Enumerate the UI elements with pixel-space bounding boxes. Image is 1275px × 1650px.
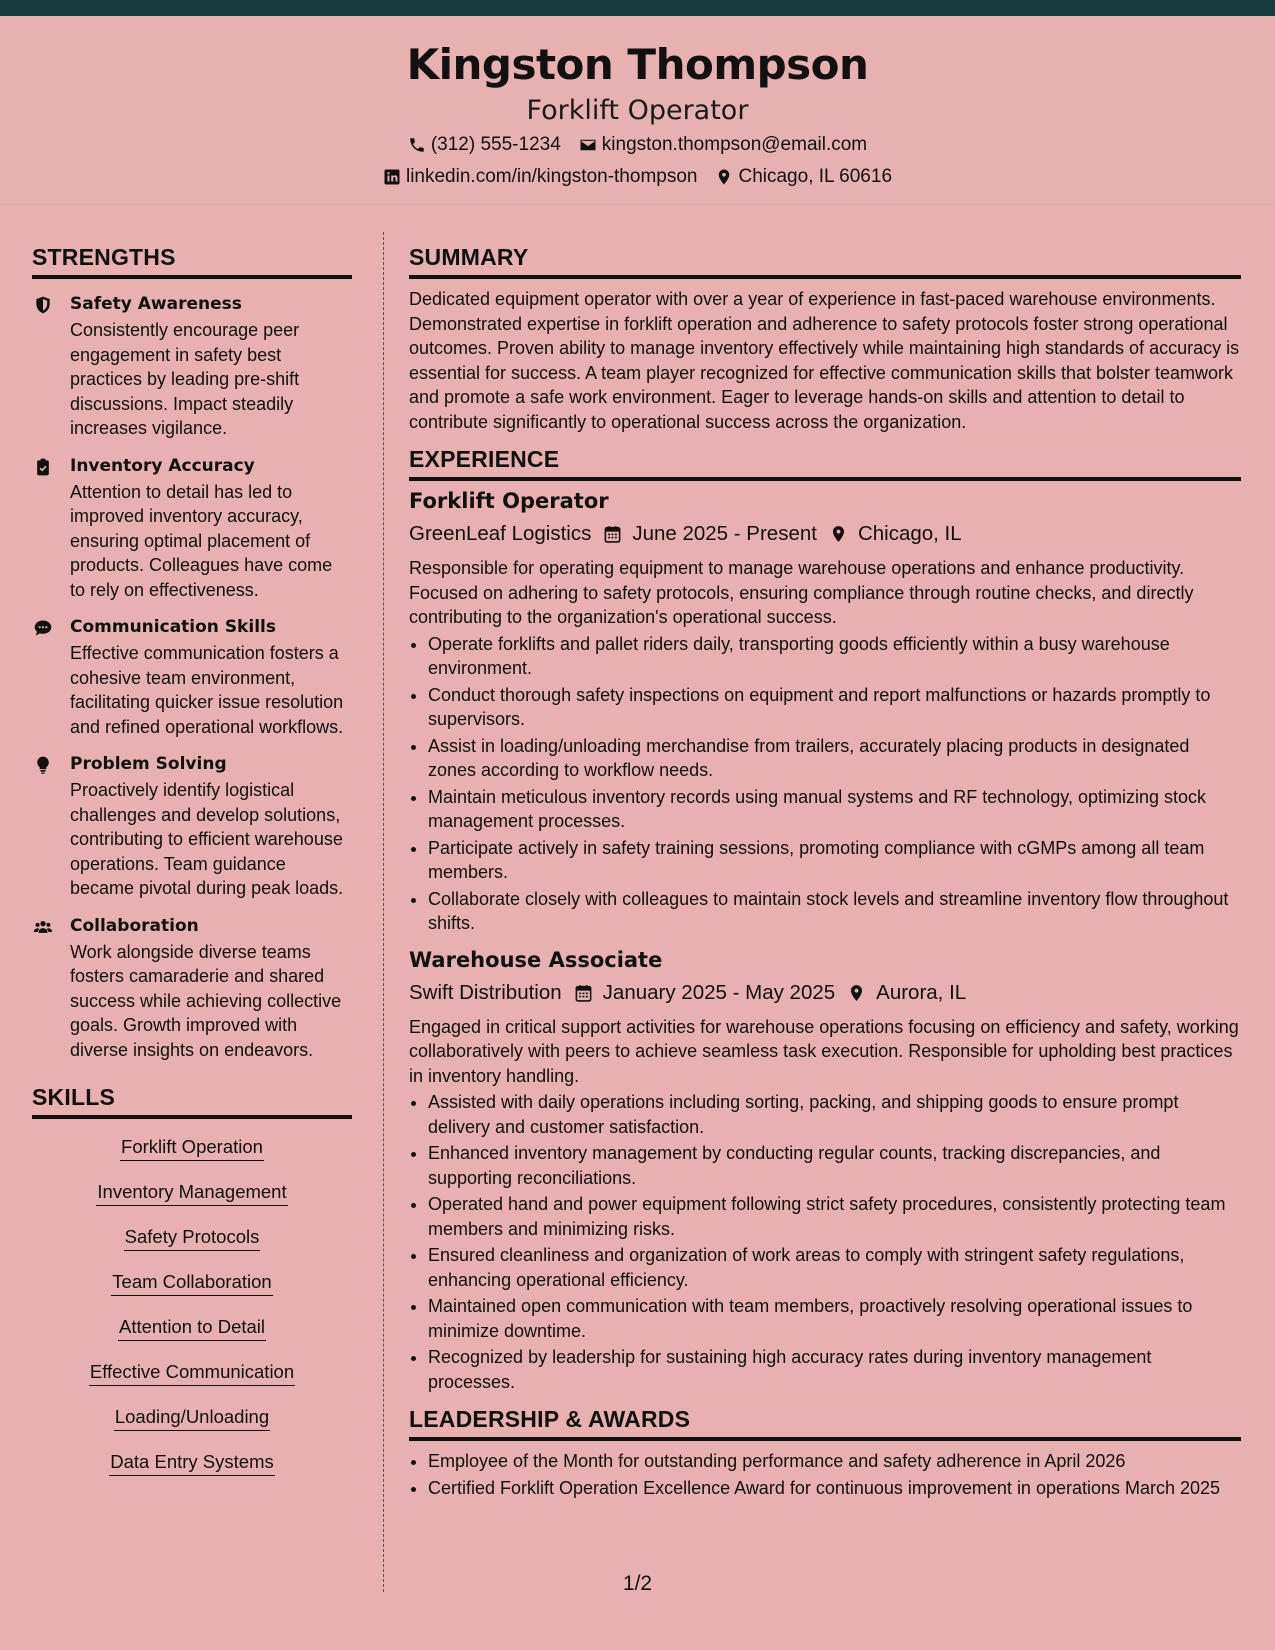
list-item: • Recognized by leadership for sustaining high accuracy rates during inventory management processes. [428,1345,1241,1394]
column-divider [383,232,384,1592]
map-pin-icon [715,168,733,186]
skill-item: Loading/Unloading [114,1405,270,1431]
map-pin-icon [829,524,848,544]
skill-item: Inventory Management [96,1180,287,1206]
strength-title: Communication Skills [70,617,276,638]
list-item: • Collaborate closely with colleagues to maintain stock levels and streamline inventory flow throughout shifts. [428,887,1241,936]
job-desc: Engaged in critical support activities for warehouse operations focusing on efficiency and safety, working collaboratively with peers to achieve seamless task execution. Responsible for upholding best practices in inventory handling. [409,1016,1239,1086]
top-bar [0,0,1275,16]
job-dates-text: June 2025 - Present [632,522,817,546]
users-icon [32,917,54,937]
resume-header [0,16,1275,205]
strength-title: Problem Solving [70,754,227,775]
lightbulb-icon [32,755,54,775]
strength-title: Safety Awareness [70,294,242,314]
skill-item: Forklift Operation [120,1135,264,1161]
location-text: Chicago, IL 60616 [738,166,893,187]
awards-list [409,1449,1241,1500]
list-item: • Employee of the Month for outstanding performance and safety adherence in April 2026 [428,1449,1241,1474]
strength-desc: Work alongside diverse teams fosters camaraderie and shared success while achieving collective goals. Growth improved with diverse insights on endeavors. [70,941,342,1060]
list-item: • Operate forklifts and pallet riders daily, transporting goods efficiently within a busy warehouse environment. [428,632,1241,681]
awards-heading: LEADERSHIP & AWARDS [409,1408,1241,1441]
contact-email[interactable] [579,134,867,156]
strength-item [32,915,352,1063]
job-bullets [409,1090,1241,1394]
list-item: • Enhanced inventory management by conducting regular counts, tracking discrepancies, and supporting reconciliations. [428,1141,1241,1190]
skill-item: Safety Protocols [124,1225,261,1251]
skill-item: Data Entry Systems [109,1450,274,1476]
contact-phone [408,134,561,156]
job-dates-text: January 2025 - May 2025 [602,980,836,1004]
job-location-text: Chicago, IL [857,522,962,546]
contact-row-secondary [0,166,1275,188]
right-column [409,246,1241,1502]
job-company: GreenLeaf Logistics [409,522,592,546]
strength-desc: Effective communication fosters a cohesive team environment, facilitating quicker issue resolution and refined operational workflows. [70,643,344,737]
page-number: 1/2 [622,1572,653,1595]
candidate-role: Forklift Operator [526,95,749,126]
skill-item: Team Collaboration [111,1270,272,1296]
list-item: • Operated hand and power equipment following strict safety procedures, consistently protecting team members and minimizing risks. [428,1192,1241,1241]
list-item: • Conduct thorough safety inspections on equipment and report malfunctions or hazards promptly to supervisors. [428,683,1241,732]
envelope-icon [579,136,597,154]
strength-item [32,753,352,901]
strengths-heading: STRENGTHS [32,246,352,279]
job-title: Forklift Operator [409,489,609,513]
skills-heading: SKILLS [32,1086,352,1119]
job-title: Warehouse Associate [409,947,663,972]
shield-icon [32,295,54,315]
list-item: • Assist in loading/unloading merchandise from trailers, accurately placing products in designated zones according to workflow needs. [428,734,1241,783]
job-dates [574,981,835,1005]
map-pin-icon [847,983,866,1003]
phone-text: (312) 555-1234 [430,134,561,155]
phone-icon [408,136,426,154]
clipboard-check-icon [32,457,54,477]
strength-title: Collaboration [70,915,199,936]
contact-row-primary [0,134,1275,156]
job-location-text: Aurora, IL [876,980,967,1004]
experience-heading: EXPERIENCE [409,448,1241,481]
list-item: • Certified Forklift Operation Excellence Award for continuous improvement in operations March 2025 [428,1476,1241,1501]
linkedin-text: linkedin.com/in/kingston-thompson [405,166,698,187]
list-item: • Ensured cleanliness and organization of work areas to comply with stringent safety regulations, enhancing operational efficiency. [428,1243,1241,1292]
strength-item [32,293,352,441]
job-location [847,981,966,1005]
job-desc: Responsible for operating equipment to manage warehouse operations and enhance productivity. Focused on adhering to safety protocols, ensuring compliance through routine checks, and directly contributing to the organization's operational success. [409,558,1194,628]
left-column [32,246,352,1495]
skill-item: Effective Communication [89,1360,295,1386]
job-meta [409,981,1241,1005]
skill-item: Attention to Detail [118,1315,266,1341]
strength-desc: Attention to detail has led to improved inventory accuracy, ensuring optimal placement of products. Colleagues have come to rely on effectiveness. [70,481,333,600]
job-meta [409,522,1241,546]
skills-list [32,1135,352,1476]
list-item: • Maintained open communication with team members, proactively resolving operational issues to minimize downtime. [428,1294,1241,1343]
list-item: • Maintain meticulous inventory records using manual systems and RF technology, optimizing stock management processes. [428,785,1241,834]
email-text: kingston.thompson@email.com [601,134,868,155]
chat-icon [32,618,54,638]
list-item: • Participate actively in safety training sessions, promoting compliance with cGMPs among all team members. [428,836,1241,885]
candidate-name: Kingston Thompson [406,40,869,89]
strength-item [32,455,352,603]
job-company: Swift Distribution [409,980,562,1004]
summary-heading: SUMMARY [409,246,1241,279]
strength-title: Inventory Accuracy [70,455,255,476]
list-item: • Assisted with daily operations including sorting, packing, and shipping goods to ensure prompt delivery and customer satisfaction. [428,1090,1241,1139]
strength-desc: Proactively identify logistical challenges and develop solutions, contributing to efficient warehouse operations. Team guidance became pivotal during peak loads. [70,780,344,899]
job-entry [409,948,1241,1395]
calendar-icon [574,983,593,1003]
job-dates [603,522,817,546]
linkedin-icon [383,168,401,186]
contact-linkedin[interactable] [383,166,698,188]
strength-desc: Consistently encourage peer engagement in safety best practices by leading pre-shift discussions. Impact steadily increases vigilance. [70,320,300,439]
contact-location [715,166,892,188]
job-bullets [409,632,1241,936]
job-location [829,522,962,546]
calendar-icon [603,524,622,544]
job-entry [409,489,1241,936]
strength-item [32,616,352,739]
summary-text: Dedicated equipment operator with over a year of experience in fast-paced warehouse environments. Demonstrated expertise in forklift operation and adherence to safety protocols foster strong operational outcomes. Proven ability to manage inventory effectively while maintaining high standards of accuracy is essential for success. A team player recognized for effective communication skills that bolster teamwork and promote a safe work environment. Eager to leverage hands-on skills and attention to detail to contribute significantly to operational success across the organization. [409,289,1240,432]
